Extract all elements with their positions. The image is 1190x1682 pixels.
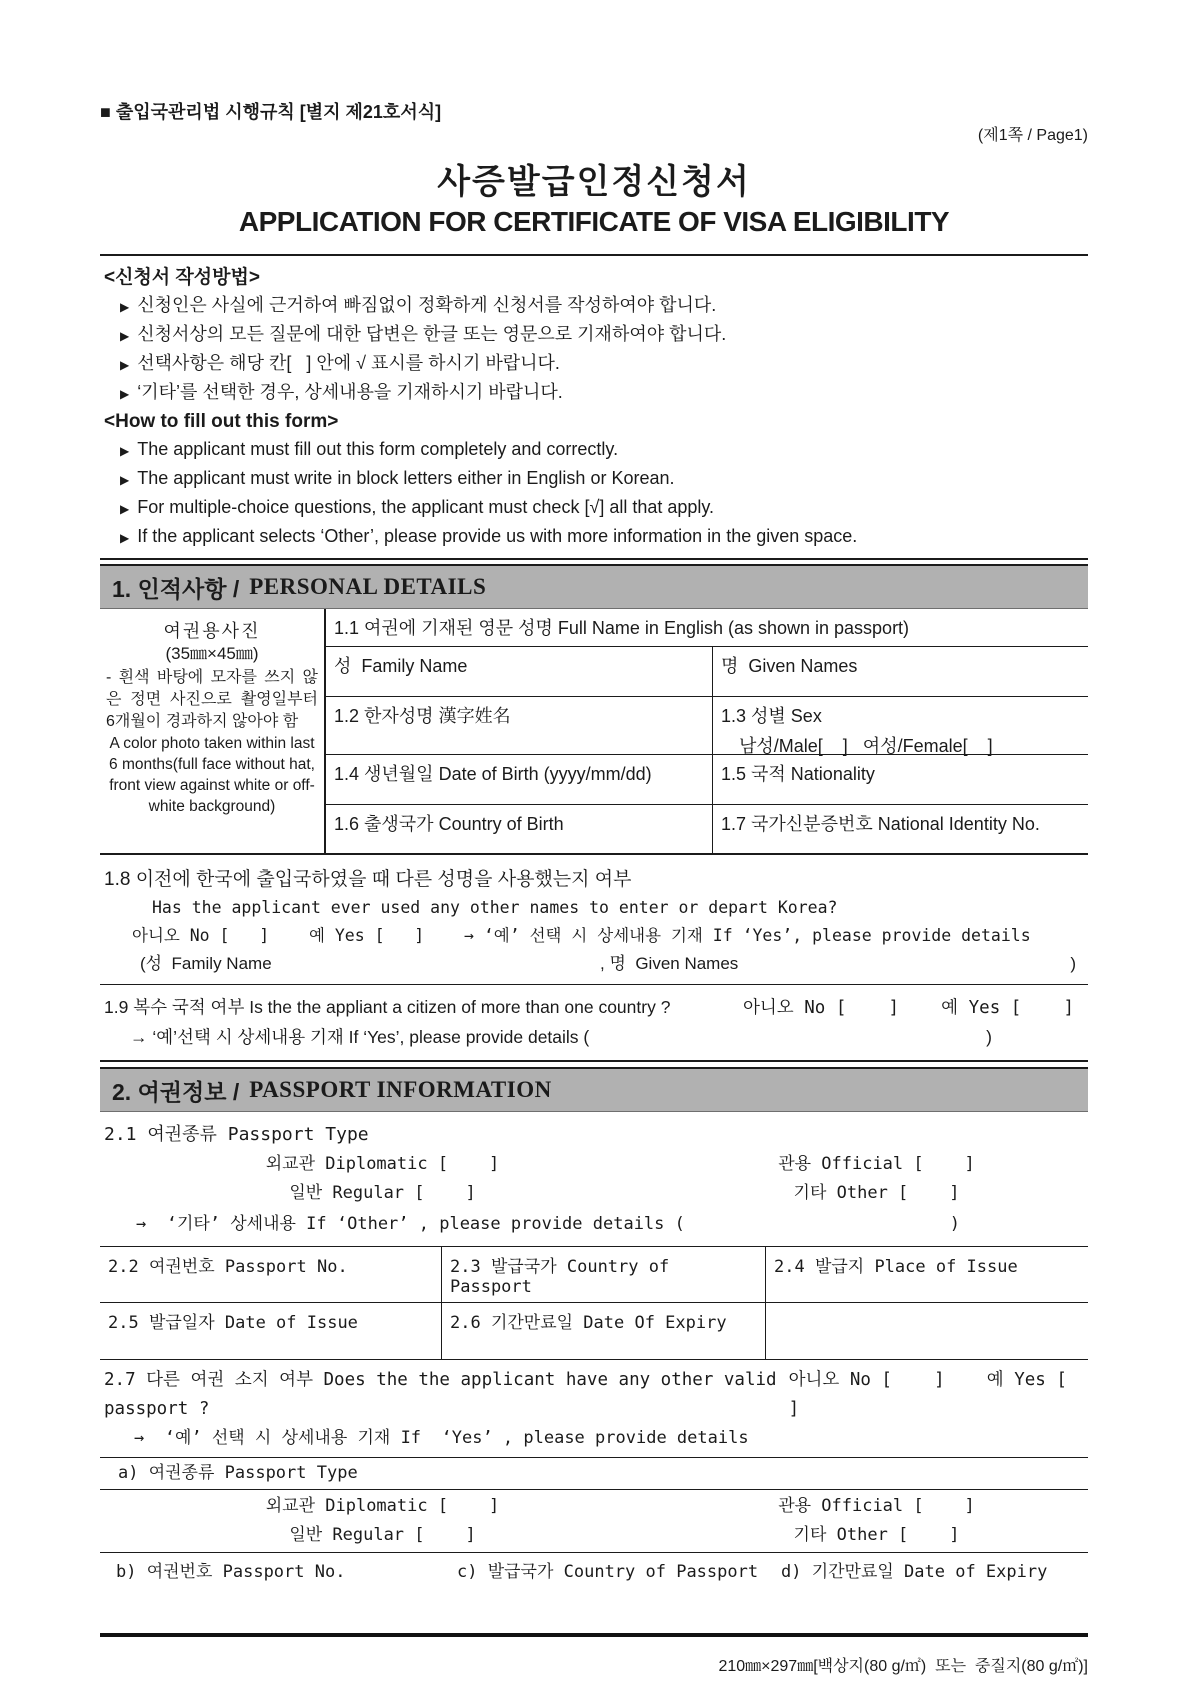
field-1-9-detail[interactable] bbox=[100, 1023, 1088, 1052]
bullet-icon: ▶ bbox=[120, 387, 130, 401]
field-2-2-passport-no[interactable] bbox=[100, 1247, 441, 1303]
field-label: 1.6 출생국가 Country of Birth bbox=[334, 814, 564, 834]
instruction-en-3 bbox=[104, 494, 1084, 523]
passport-type-options bbox=[100, 1150, 1088, 1208]
field-1-5-nationality[interactable] bbox=[712, 755, 1088, 805]
detail-family-name-label: (성 Family Name bbox=[140, 954, 272, 973]
field-2-7-label: 2.7 다른 여권 소지 여부 Does the the applicant have any other valid passport ? bbox=[104, 1370, 788, 1419]
field-2-6-empty-cell bbox=[765, 1303, 1088, 1359]
field-1-6-country-of-birth[interactable] bbox=[325, 805, 712, 853]
photo-note-english: A color photo taken within last 6 months(full face without hat, front view against white or off-white background) bbox=[109, 735, 320, 815]
checkbox-sex-options[interactable]: 남성/Male[ ] 여성/Female[ ] bbox=[739, 736, 993, 756]
field-1-8-other-names bbox=[100, 855, 1088, 985]
checkbox-regular[interactable]: 일반 Regular [ ] bbox=[289, 1183, 476, 1203]
field-label: 1.7 국가신분증번호 National Identity No. bbox=[721, 814, 1040, 834]
field-label: 1.4 생년월일 Date of Birth (yyyy/mm/dd) bbox=[334, 764, 652, 784]
field-1-8-label-korean: 1.8 이전에 한국에 출입국하였을 때 다른 성명을 사용했는지 여부 bbox=[104, 869, 632, 890]
instructions-korean-title: <신청서 작성방법> bbox=[104, 267, 260, 288]
field-1-8-label-english: Has the applicant ever used any other names to enter or depart Korea? bbox=[152, 898, 838, 917]
detail-close-paren: ) bbox=[1070, 954, 1076, 973]
bullet-icon: ▶ bbox=[120, 531, 130, 545]
section1-title-english: PERSONAL DETAILS bbox=[249, 574, 487, 599]
field-2-1-passport-type-label: 2.1 여권종류 Passport Type bbox=[104, 1124, 369, 1145]
other-passport-detail-row bbox=[100, 1553, 1088, 1587]
instructions-english-title: <How to fill out this form> bbox=[104, 411, 339, 432]
field-2-7b-passport-no[interactable]: b) 여권번호 Passport No. bbox=[116, 1562, 346, 1582]
checkbox-other-official[interactable]: 관용 Official [ ] bbox=[778, 1496, 975, 1516]
field-1-7-national-identity-no[interactable] bbox=[712, 805, 1088, 853]
field-1-8-detail-names[interactable] bbox=[100, 950, 1088, 978]
instructions-block bbox=[100, 254, 1088, 558]
field-1-2-hanja-name[interactable] bbox=[325, 697, 712, 755]
instruction-en-2 bbox=[104, 465, 1084, 494]
field-label: 명 Given Names bbox=[721, 656, 858, 676]
section1-header bbox=[100, 564, 1088, 609]
checkbox-2-7-yes-no[interactable]: 아니오 No [ ] 예 Yes [ ] bbox=[788, 1370, 1110, 1419]
field-label: 1.3 성별 Sex bbox=[721, 706, 822, 726]
field-label: 1.5 국적 Nationality bbox=[721, 764, 875, 784]
field-2-6-date-of-expiry[interactable] bbox=[441, 1303, 765, 1359]
checkbox-other-regular[interactable]: 일반 Regular [ ] bbox=[289, 1525, 476, 1545]
other-passport-type-options bbox=[100, 1490, 1088, 1553]
field-2-7-other-passport bbox=[100, 1360, 1110, 1458]
field-1-1-full-name-header bbox=[325, 609, 1088, 647]
passport-photo-box bbox=[100, 609, 325, 853]
form-title-english: APPLICATION FOR CERTIFICATE OF VISA ELIGIBILITY bbox=[238, 206, 950, 237]
checkbox-1-8-yes-no[interactable]: 아니오 No [ ] 예 Yes [ ] → ‘예’ 선택 시 상세내용 기재 If ‘Yes’, please provide details bbox=[132, 926, 1031, 945]
instruction-text: ‘기타’를 선택한 경우, 상세내용을 기재하시기 바랍니다. bbox=[137, 382, 563, 402]
personal-details-table bbox=[100, 609, 1088, 855]
paper-spec-note: 210㎜×297㎜[백상지(80 g/㎡) 또는 중질지(80 g/㎡)] bbox=[718, 1658, 1088, 1675]
field-label: 2.5 발급일자 Date of Issue bbox=[108, 1313, 358, 1333]
photo-box-title: 여권용사진 bbox=[163, 621, 261, 641]
form-title-korean: 사증발급인정신청서 bbox=[437, 163, 751, 201]
photo-note-korean: - 흰색 바탕에 모자를 쓰지 않은 정면 사진으로 촬영일부터 6개월이 경과하지 않아야 함 bbox=[106, 669, 323, 730]
instruction-text: For multiple-choice questions, the applicant must check [√] all that apply. bbox=[137, 497, 715, 517]
checkbox-diplomatic[interactable]: 외교관 Diplomatic [ ] bbox=[265, 1154, 500, 1174]
passport-info-table bbox=[100, 1246, 1088, 1360]
field-1-4-date-of-birth[interactable] bbox=[325, 755, 712, 805]
section1-title-korean: 1. 인적사항 / bbox=[112, 575, 240, 602]
bullet-icon: ▶ bbox=[120, 473, 130, 487]
bullet-icon: ▶ bbox=[120, 300, 130, 314]
section2-title-english: PASSPORT INFORMATION bbox=[249, 1077, 552, 1102]
checkbox-other-other[interactable]: 기타 Other [ ] bbox=[793, 1525, 960, 1545]
field-label: 2.2 여권번호 Passport No. bbox=[108, 1257, 348, 1277]
field-2-1-other-detail[interactable] bbox=[100, 1208, 1088, 1242]
page-indicator: (제1쪽 / Page1) bbox=[977, 127, 1088, 144]
field-label: 2.3 발급국가 Country of Passport bbox=[450, 1257, 680, 1297]
instruction-en-4 bbox=[104, 523, 1084, 552]
field-2-5-date-of-issue[interactable] bbox=[100, 1303, 441, 1359]
field-2-7d-date-of-expiry[interactable]: d) 기간만료일 Date of Expiry bbox=[781, 1562, 1048, 1582]
detail-close-paren: ) bbox=[986, 1027, 992, 1047]
instruction-ko-4 bbox=[104, 379, 1084, 408]
checkbox-1-9-yes-no[interactable]: 아니오 No [ ] 예 Yes [ ] bbox=[742, 998, 1074, 1018]
instruction-text: 선택사항은 해당 칸[ ] 안에 √ 표시를 하시기 바랍니다. bbox=[137, 353, 560, 373]
section2-header bbox=[100, 1067, 1088, 1112]
instruction-text: If the applicant selects ‘Other’, please provide us with more information in the given space. bbox=[137, 526, 858, 546]
detail-close-paren: ) bbox=[949, 1214, 960, 1234]
field-label: 1.2 한자성명 漢字姓名 bbox=[334, 706, 511, 726]
instruction-text: The applicant must fill out this form completely and correctly. bbox=[137, 439, 619, 459]
field-1-9-label: 1.9 복수 국적 여부 Is the the appliant a citizen of more than one country ? bbox=[104, 997, 671, 1017]
section2-title-korean: 2. 여권정보 / bbox=[112, 1078, 240, 1105]
detail-prompt: → ‘기타’ 상세내용 If ‘Other’ , please provide details ( bbox=[136, 1214, 685, 1234]
bullet-icon: ▶ bbox=[120, 444, 130, 458]
checkbox-other[interactable]: 기타 Other [ ] bbox=[793, 1183, 960, 1203]
form-reference: ■ 출입국관리법 시행규칙 [별지 제21호서식] bbox=[100, 102, 442, 122]
checkbox-official[interactable]: 관용 Official [ ] bbox=[778, 1154, 975, 1174]
bullet-icon: ▶ bbox=[120, 502, 130, 516]
instruction-ko-2 bbox=[104, 321, 1084, 350]
instruction-en-1 bbox=[104, 436, 1084, 465]
field-label: 1.1 여권에 기재된 영문 성명 Full Name in English (as shown in passport) bbox=[334, 618, 910, 638]
bullet-icon: ▶ bbox=[120, 358, 130, 372]
field-given-names[interactable] bbox=[712, 647, 1088, 697]
instruction-ko-3 bbox=[104, 350, 1084, 379]
field-2-7c-country-of-passport[interactable]: c) 발급국가 Country of Passport bbox=[457, 1562, 759, 1582]
field-label: 2.6 기간만료일 Date Of Expiry bbox=[450, 1313, 727, 1333]
field-2-4-place-of-issue[interactable] bbox=[765, 1247, 1088, 1303]
checkbox-other-diplomatic[interactable]: 외교관 Diplomatic [ ] bbox=[265, 1496, 500, 1516]
field-1-3-sex bbox=[712, 697, 1088, 755]
field-2-7-detail-prompt: → ‘예’ 선택 시 상세내용 기재 If ‘Yes’ , please provide details bbox=[134, 1428, 749, 1448]
detail-given-names-label: , 명 Given Names bbox=[600, 954, 739, 973]
detail-prompt: → ‘예’선택 시 상세내용 기재 If ‘Yes’, please provide details ( bbox=[130, 1027, 590, 1047]
photo-box-size: (35㎜×45㎜) bbox=[165, 644, 259, 663]
instruction-ko-1 bbox=[104, 292, 1084, 321]
field-family-name[interactable] bbox=[325, 647, 712, 697]
bullet-icon: ▶ bbox=[120, 329, 130, 343]
footer-rule bbox=[100, 1633, 1088, 1637]
section2-top-rule bbox=[100, 1060, 1088, 1067]
instruction-text: 신청서상의 모든 질문에 대한 답변은 한글 또는 영문으로 기재하여야 합니다. bbox=[137, 324, 727, 344]
field-label: 성 Family Name bbox=[334, 656, 468, 676]
field-2-3-country-of-passport[interactable] bbox=[441, 1247, 765, 1303]
field-label: 2.4 발급지 Place of Issue bbox=[774, 1257, 1018, 1277]
instruction-text: The applicant must write in block letters either in English or Korean. bbox=[137, 468, 675, 488]
instruction-text: 신청인은 사실에 근거하여 빠짐없이 정확하게 신청서를 작성하여야 합니다. bbox=[137, 295, 717, 315]
field-2-7a-passport-type: a) 여권종류 Passport Type bbox=[100, 1458, 1088, 1490]
field-1-9-multiple-nationality bbox=[100, 985, 1088, 1060]
